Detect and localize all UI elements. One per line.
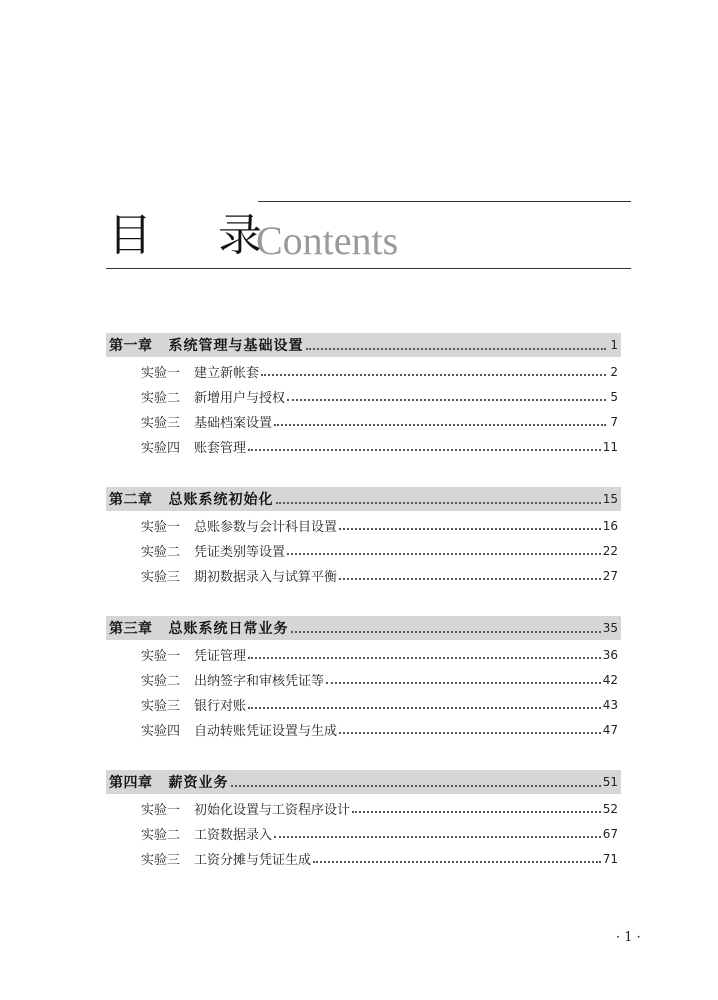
dot-leader	[313, 860, 601, 863]
chapter-entry[interactable]	[106, 487, 621, 511]
dot-leader	[339, 577, 601, 580]
experiment-page-number: 5	[610, 389, 618, 404]
experiment-entry[interactable]	[106, 409, 621, 434]
experiment-number: 实验一	[141, 366, 181, 381]
table-of-contents	[106, 333, 621, 899]
experiment-entry[interactable]	[106, 717, 621, 742]
experiment-page-number: 22	[602, 543, 618, 558]
experiment-number: 实验一	[141, 803, 181, 818]
experiment-title: 银行对账	[194, 699, 247, 714]
dot-leader	[339, 731, 601, 734]
chapter-block	[106, 770, 621, 871]
experiment-title: 基础档案设置	[194, 416, 273, 431]
experiment-entry[interactable]	[106, 538, 621, 563]
experiment-entry[interactable]	[106, 434, 621, 459]
experiment-number: 实验四	[141, 724, 181, 739]
experiment-page-number: 42	[602, 672, 618, 687]
experiment-title: 工资数据录入	[194, 828, 273, 843]
experiment-number: 实验三	[141, 416, 181, 431]
chapter-title: 系统管理与基础设置	[168, 338, 304, 354]
dot-leader	[352, 810, 601, 813]
chapter-page-number: 1	[610, 338, 618, 352]
experiment-page-number: 43	[602, 697, 618, 712]
dot-leader	[306, 347, 607, 350]
experiment-number: 实验三	[141, 853, 181, 868]
experiment-entry[interactable]	[106, 692, 621, 717]
chapter-title: 总账系统初始化	[168, 492, 274, 508]
experiment-page-number: 52	[602, 801, 618, 816]
experiment-list	[106, 513, 621, 588]
experiment-list	[106, 642, 621, 742]
experiment-number: 实验四	[141, 441, 181, 456]
experiment-title: 总账参数与会计科目设置	[194, 520, 338, 535]
dot-leader	[291, 630, 601, 633]
experiment-title: 新增用户与授权	[194, 391, 286, 406]
experiment-number: 实验一	[141, 520, 181, 535]
experiment-title: 建立新帐套	[194, 366, 260, 381]
experiment-entry[interactable]	[106, 796, 621, 821]
chapter-number: 第一章	[109, 338, 153, 354]
experiment-number: 实验三	[141, 570, 181, 585]
experiment-number: 实验一	[141, 649, 181, 664]
chapter-entry[interactable]	[106, 616, 621, 640]
experiment-page-number: 71	[602, 851, 618, 866]
experiment-title: 账套管理	[194, 441, 247, 456]
experiment-page-number: 2	[610, 364, 618, 379]
experiment-page-number: 47	[602, 722, 618, 737]
experiment-entry[interactable]	[106, 667, 621, 692]
experiment-number: 实验二	[141, 828, 181, 843]
experiment-entry[interactable]	[106, 384, 621, 409]
dot-leader	[248, 448, 601, 451]
experiment-page-number: 11	[602, 439, 618, 454]
experiment-page-number: 27	[602, 568, 618, 583]
experiment-entry[interactable]	[106, 642, 621, 667]
experiment-page-number: 16	[602, 518, 618, 533]
chapter-page-number: 35	[602, 621, 618, 635]
dot-leader	[248, 706, 601, 709]
chapter-entry[interactable]	[106, 770, 621, 794]
dot-leader	[287, 398, 606, 401]
page-title-english: Contents	[256, 218, 399, 263]
chapter-number: 第三章	[109, 621, 153, 637]
chapter-entry[interactable]	[106, 333, 621, 357]
dot-leader	[287, 552, 601, 555]
chapter-number: 第四章	[109, 775, 153, 791]
dot-leader	[231, 784, 601, 787]
dot-leader	[274, 423, 606, 426]
experiment-number: 实验二	[141, 674, 181, 689]
chapter-title: 总账系统日常业务	[168, 621, 289, 637]
experiment-title: 凭证管理	[194, 649, 247, 664]
experiment-number: 实验三	[141, 699, 181, 714]
dot-leader	[339, 527, 601, 530]
experiment-page-number: 67	[602, 826, 618, 841]
header-top-rule	[258, 201, 631, 202]
header-bottom-rule	[106, 268, 631, 269]
dot-leader	[276, 501, 601, 504]
experiment-list	[106, 796, 621, 871]
chapter-block	[106, 616, 621, 742]
dot-leader	[248, 656, 601, 659]
experiment-entry[interactable]	[106, 359, 621, 384]
experiment-page-number: 36	[602, 647, 618, 662]
chapter-page-number: 15	[602, 492, 618, 506]
experiment-list	[106, 359, 621, 459]
chapter-title: 薪资业务	[168, 775, 229, 791]
experiment-entry[interactable]	[106, 563, 621, 588]
chapter-block	[106, 333, 621, 459]
experiment-number: 实验二	[141, 545, 181, 560]
experiment-title: 初始化设置与工资程序设计	[194, 803, 351, 818]
experiment-title: 凭证类别等设置	[194, 545, 286, 560]
experiment-page-number: 7	[610, 414, 618, 429]
experiment-title: 工资分摊与凭证生成	[194, 853, 312, 868]
experiment-entry[interactable]	[106, 513, 621, 538]
experiment-entry[interactable]	[106, 821, 621, 846]
experiment-title: 期初数据录入与试算平衡	[194, 570, 338, 585]
experiment-title: 出纳签字和审核凭证等	[194, 674, 325, 689]
experiment-title: 自动转账凭证设置与生成	[194, 724, 338, 739]
chapter-page-number: 51	[602, 775, 618, 789]
chapter-number: 第二章	[109, 492, 153, 508]
experiment-entry[interactable]	[106, 846, 621, 871]
experiment-number: 实验二	[141, 391, 181, 406]
dot-leader	[326, 681, 601, 684]
dot-leader	[261, 373, 606, 376]
page-title-chinese: 目 录	[108, 210, 288, 261]
dot-leader	[274, 835, 601, 838]
chapter-block	[106, 487, 621, 588]
page-folio: · 1 ·	[616, 930, 641, 945]
